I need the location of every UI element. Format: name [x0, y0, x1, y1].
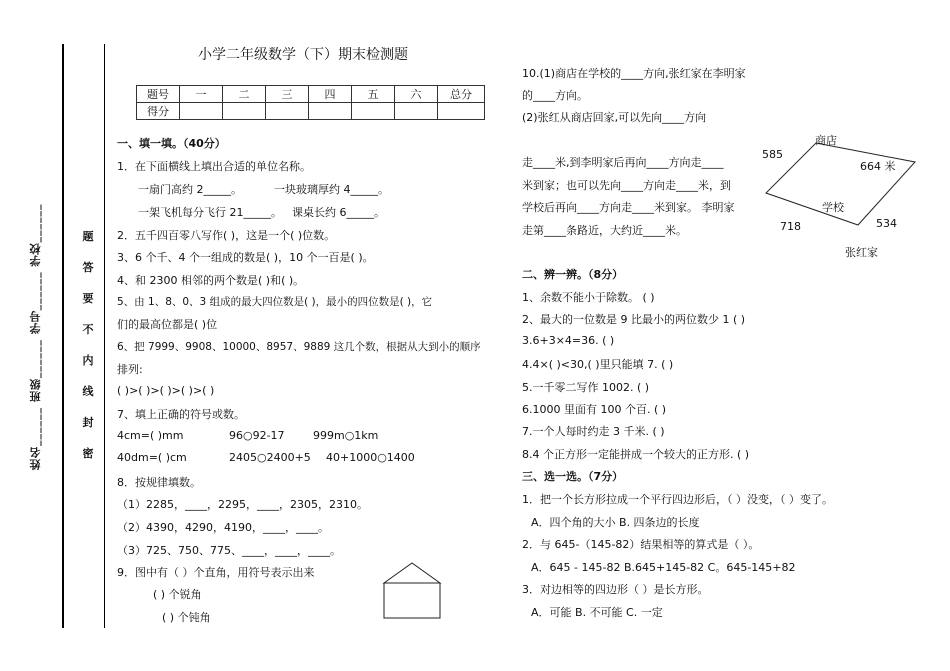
- score-header-cell: 六: [395, 86, 438, 103]
- question-7d: 40dm=( )cm: [117, 451, 187, 464]
- score-header-cell: 四: [309, 86, 352, 103]
- question-9a: ( ) 个锐角: [153, 588, 202, 601]
- question-3: 3、6 个千、4 个一组成的数是( )，10 个一百是( )。: [117, 251, 374, 264]
- question-1a: 一扇门高约 2_____。: [138, 183, 242, 196]
- choice-3: 3．对边相等的四边形（ ）是长方形。: [522, 583, 709, 596]
- score-table: [136, 85, 485, 120]
- score-input-cell[interactable]: [438, 103, 485, 120]
- score-header-cell: 总分: [438, 86, 485, 103]
- seal-char: 内: [82, 354, 94, 367]
- question-1b: 一块玻璃厚约 4_____。: [274, 183, 389, 196]
- score-header-cell: 二: [223, 86, 266, 103]
- section-3-title: 三、选一选。（7分）: [522, 470, 624, 483]
- question-10c: (2)张红从商店回家,可以先向____方向: [522, 111, 707, 124]
- question-7b: 96○92-17: [229, 429, 285, 442]
- score-table-score-row: [137, 103, 485, 120]
- judge-4: 4.4×( )<30,( )里只能填 7. ( ): [522, 358, 674, 371]
- question-4: 4、和 2300 相邻的两个数是( )和( )。: [117, 274, 305, 287]
- score-header-cell: 题号: [137, 86, 180, 103]
- judge-5: 5.一千零二写作 1002. ( ): [522, 381, 650, 394]
- score-input-cell[interactable]: [309, 103, 352, 120]
- seal-char: 答: [82, 261, 94, 274]
- question-10g: 走第____条路近，大约近____米。: [522, 224, 687, 237]
- student-info-fields: 姓名______ 班级______ 学号______ 学校______: [29, 203, 42, 470]
- section-1-title: 一、填一填。（40分）: [117, 137, 226, 150]
- question-7: 7、填上正确的符号或数。: [117, 408, 245, 421]
- section-2-title: 二、辨一辨。（8分）: [522, 268, 624, 281]
- judge-7: 7.一个人每时约走 3 千米. ( ): [522, 425, 665, 438]
- route-map: [760, 130, 940, 260]
- score-header-cell: 三: [266, 86, 309, 103]
- question-6a: 6、把 7999、9908、10000、8957、9889 这几个数，根据从大到小的顺序: [117, 341, 481, 353]
- question-1: 1．在下面横线上填出合适的单位名称。: [117, 160, 311, 173]
- map-label-534: 534: [876, 217, 897, 230]
- seal-char: 题: [82, 230, 94, 243]
- seal-char: 密: [82, 447, 94, 460]
- map-label-zhang-home: 张红家: [845, 246, 878, 259]
- question-7c: 999m○1km: [313, 429, 379, 442]
- choice-2: 2．与 645-（145-82）结果相等的算式是（ ）。: [522, 538, 760, 551]
- judge-3: 3.6+3×4=36. ( ): [522, 334, 615, 347]
- question-1d: 课桌长约 6_____。: [292, 206, 385, 219]
- judge-8: 8.4 个正方形一定能拼成一个较大的正方形. ( ): [522, 448, 750, 461]
- question-8c: （3）725、750、775、____，____，____。: [117, 544, 341, 557]
- judge-1: 1、余数不能小于除数。 ( ): [522, 291, 655, 304]
- score-header-cell: 一: [180, 86, 223, 103]
- question-10b: 的____方向。: [522, 89, 588, 102]
- map-label-664: 664 米: [860, 160, 896, 173]
- score-input-cell[interactable]: [180, 103, 223, 120]
- seal-char: 要: [82, 292, 94, 305]
- map-label-school: 学校: [822, 201, 844, 214]
- question-10a: 10.(1)商店在学校的____方向,张红家在李明家: [522, 67, 746, 80]
- choice-2-options: A．645 - 145-82 B.645+145-82 C。645-145+82: [531, 561, 796, 574]
- question-7a: 4cm=( )mm: [117, 429, 184, 442]
- seal-char: 线: [82, 385, 94, 398]
- seal-char: 不: [82, 323, 94, 336]
- question-8b: （2）4390，4290，4190，____，____。: [117, 521, 329, 534]
- score-table-header-row: [137, 86, 485, 103]
- seal-char: 封: [82, 416, 94, 429]
- question-1c: 一架飞机每分飞行 21_____。: [138, 206, 282, 219]
- binding-line-left: [62, 44, 64, 628]
- judge-6: 6.1000 里面有 100 个百. ( ): [522, 403, 667, 416]
- score-row-label: 得分: [137, 103, 180, 120]
- question-2: 2．五千四百零八写作( )，这是一个( )位数。: [117, 229, 336, 242]
- map-label-shop: 商店: [815, 134, 837, 147]
- page-title: 小学二年级数学（下）期末检测题: [198, 47, 408, 63]
- map-label-718: 718: [780, 220, 801, 233]
- map-label-585: 585: [762, 148, 783, 161]
- score-header-cell: 五: [352, 86, 395, 103]
- house-figure: [382, 561, 446, 621]
- question-10d: 走____米,到李明家后再向____方向走____: [522, 156, 724, 169]
- question-6b: 排列:: [117, 363, 143, 376]
- question-10f: 学校后再向____方向走____米到家。 李明家: [522, 201, 735, 214]
- score-input-cell[interactable]: [266, 103, 309, 120]
- question-7f: 40+1000○1400: [326, 451, 415, 464]
- judge-2: 2、最大的一位数是 9 比最小的两位数少 1 ( ): [522, 313, 746, 326]
- question-9: 9．图中有（ ）个直角，用符号表示出来: [117, 566, 315, 579]
- score-input-cell[interactable]: [395, 103, 438, 120]
- question-5b: 们的最高位都是( )位: [117, 318, 218, 331]
- binding-line-right: [104, 44, 105, 628]
- question-5a: 5、由 1、8、0、3 组成的最大四位数是( )，最小的四位数是( )，它: [117, 296, 433, 308]
- question-6c: ( )>( )>( )>( )>( ): [117, 384, 215, 397]
- score-input-cell[interactable]: [223, 103, 266, 120]
- question-9b: ( ) 个钝角: [162, 611, 211, 624]
- choice-1-options: A．四个角的大小 B. 四条边的长度: [531, 516, 700, 529]
- question-8a: （1）2285，____，2295，____，2305，2310。: [117, 498, 368, 511]
- question-7e: 2405○2400+5: [229, 451, 311, 464]
- question-10e: 米到家；也可以先向____方向走____米，到: [522, 179, 731, 192]
- question-8: 8．按规律填数。: [117, 476, 201, 489]
- choice-1: 1．把一个长方形拉成一个平行四边形后，（ ）没变，（ ）变了。: [522, 493, 833, 506]
- score-input-cell[interactable]: [352, 103, 395, 120]
- choice-3-options: A．可能 B. 不可能 C. 一定: [531, 606, 663, 619]
